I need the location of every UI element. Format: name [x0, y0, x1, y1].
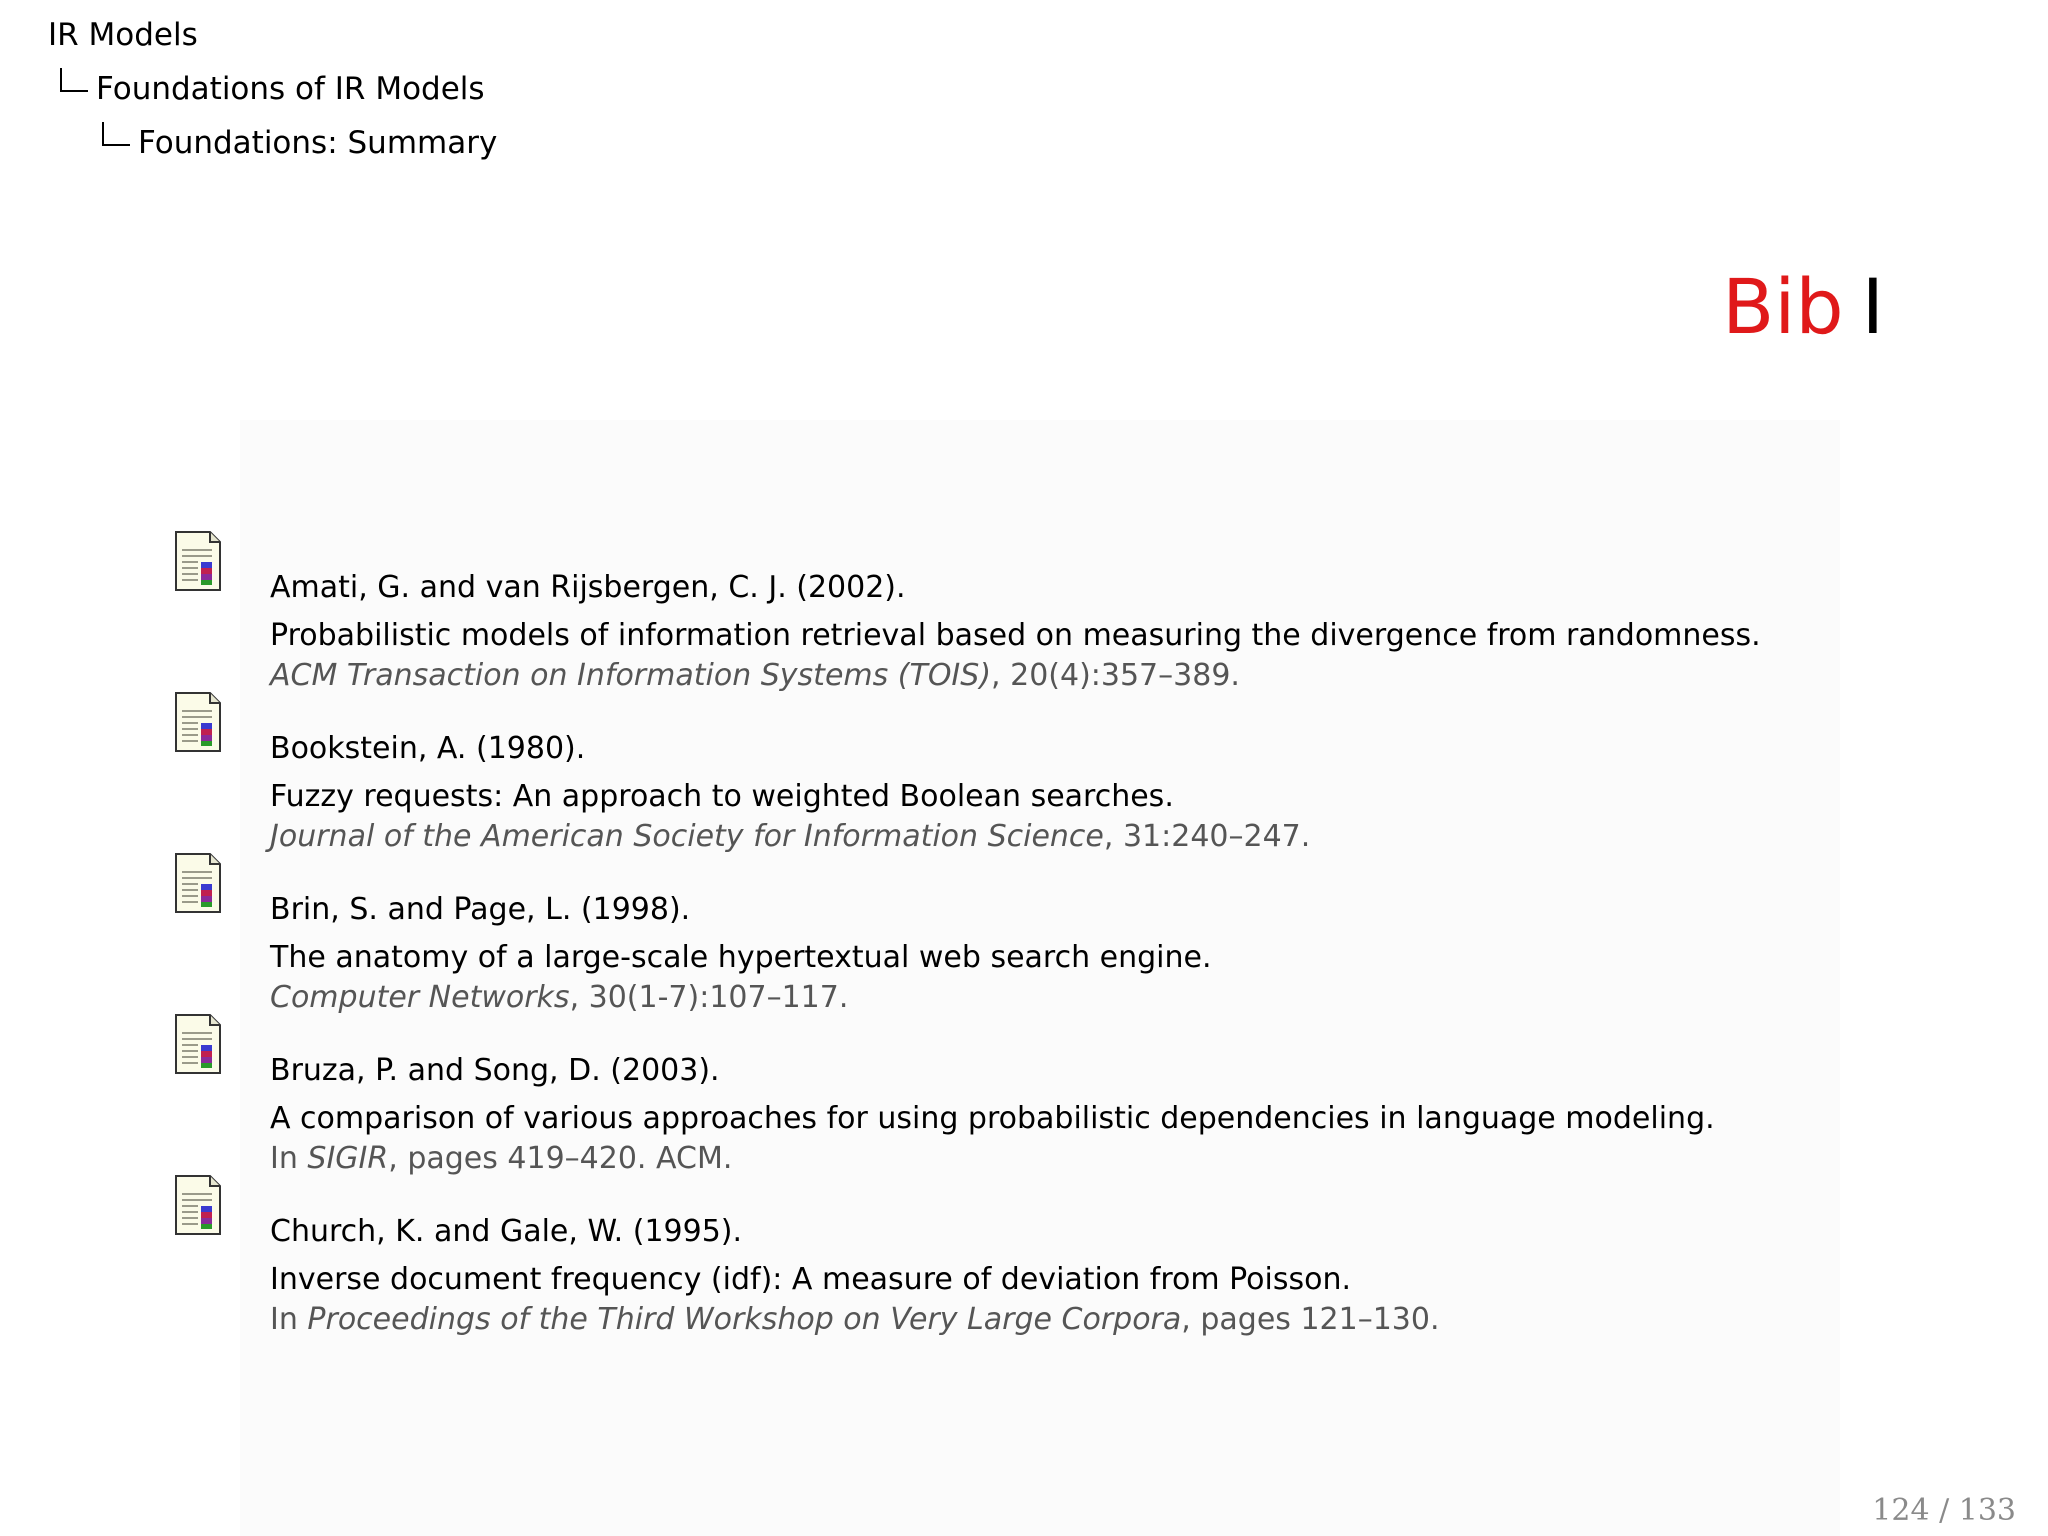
tree-connector-icon — [60, 68, 88, 92]
bib-authors: Church, K. and Gale, W. (1995). — [270, 1214, 743, 1249]
bibliography-entry-text — [270, 1212, 1440, 1340]
tree-connector-icon — [102, 122, 130, 146]
bib-venue — [270, 1300, 1440, 1340]
bib-authors: Bruza, P. and Song, D. (2003). — [270, 1053, 720, 1088]
article-icon[interactable] — [174, 530, 222, 592]
article-icon[interactable] — [174, 691, 222, 753]
bibliography-entry-text — [270, 1051, 1715, 1179]
bibliography-entry-text — [270, 568, 1761, 696]
bib-venue — [270, 1139, 1715, 1179]
bib-title: Inverse document frequency (idf): A measure of deviation from Poisson. — [270, 1262, 1352, 1297]
breadcrumb-level1[interactable] — [48, 8, 497, 62]
bib-venue-name: Computer Networks — [270, 980, 570, 1015]
bib-venue-name: SIGIR — [307, 1141, 389, 1176]
breadcrumb-level3-label: Foundations: Summary — [138, 125, 498, 161]
bib-venue-prefix: In — [270, 1141, 308, 1176]
bib-venue-prefix: In — [270, 1302, 308, 1337]
breadcrumb-level2[interactable] — [48, 62, 497, 116]
article-icon[interactable] — [174, 1174, 222, 1236]
breadcrumb-level3[interactable] — [48, 116, 497, 170]
bib-venue-details: , 31:240–247. — [1103, 819, 1311, 854]
bib-title: The anatomy of a large-scale hypertextual web search engine. — [270, 940, 1212, 975]
bib-venue — [270, 656, 1761, 696]
bib-venue — [270, 978, 1212, 1018]
bib-authors: Brin, S. and Page, L. (1998). — [270, 892, 691, 927]
bibliography-entry-text — [270, 729, 1310, 857]
article-icon[interactable] — [174, 852, 222, 914]
bib-venue-details: , pages 121–130. — [1181, 1302, 1440, 1337]
bib-venue-name: Proceedings of the Third Workshop on Very Large Corpora — [307, 1302, 1182, 1337]
bib-authors: Bookstein, A. (1980). — [270, 731, 586, 766]
bib-title: A comparison of various approaches for using probabilistic dependencies in language modeling. — [270, 1101, 1715, 1136]
breadcrumb-level1-label: IR Models — [48, 17, 198, 53]
breadcrumb-level2-label: Foundations of IR Models — [96, 71, 485, 107]
bib-venue — [270, 817, 1310, 857]
bib-venue-details: , pages 419–420. ACM. — [388, 1141, 733, 1176]
bib-venue-name: ACM Transaction on Information Systems (TOIS) — [270, 658, 992, 693]
slide-title-suffix: I — [1861, 262, 1884, 351]
article-icon[interactable] — [174, 1013, 222, 1075]
bibliography-entry-text — [270, 890, 1212, 1018]
slide-title — [1722, 262, 1884, 351]
breadcrumb — [48, 8, 497, 170]
bib-venue-name: Journal of the American Society for Information Science — [270, 819, 1104, 854]
bib-venue-details: , 20(4):357–389. — [991, 658, 1240, 693]
bib-venue-details: , 30(1-7):107–117. — [569, 980, 849, 1015]
bib-title: Fuzzy requests: An approach to weighted Boolean searches. — [270, 779, 1174, 814]
bib-authors: Amati, G. and van Rijsbergen, C. J. (2002). — [270, 570, 906, 605]
bib-title: Probabilistic models of information retrieval based on measuring the divergence from randomness. — [270, 618, 1761, 653]
slide-title-main: Bib — [1722, 262, 1844, 351]
page-number: 124 / 133 — [1872, 1493, 2016, 1528]
